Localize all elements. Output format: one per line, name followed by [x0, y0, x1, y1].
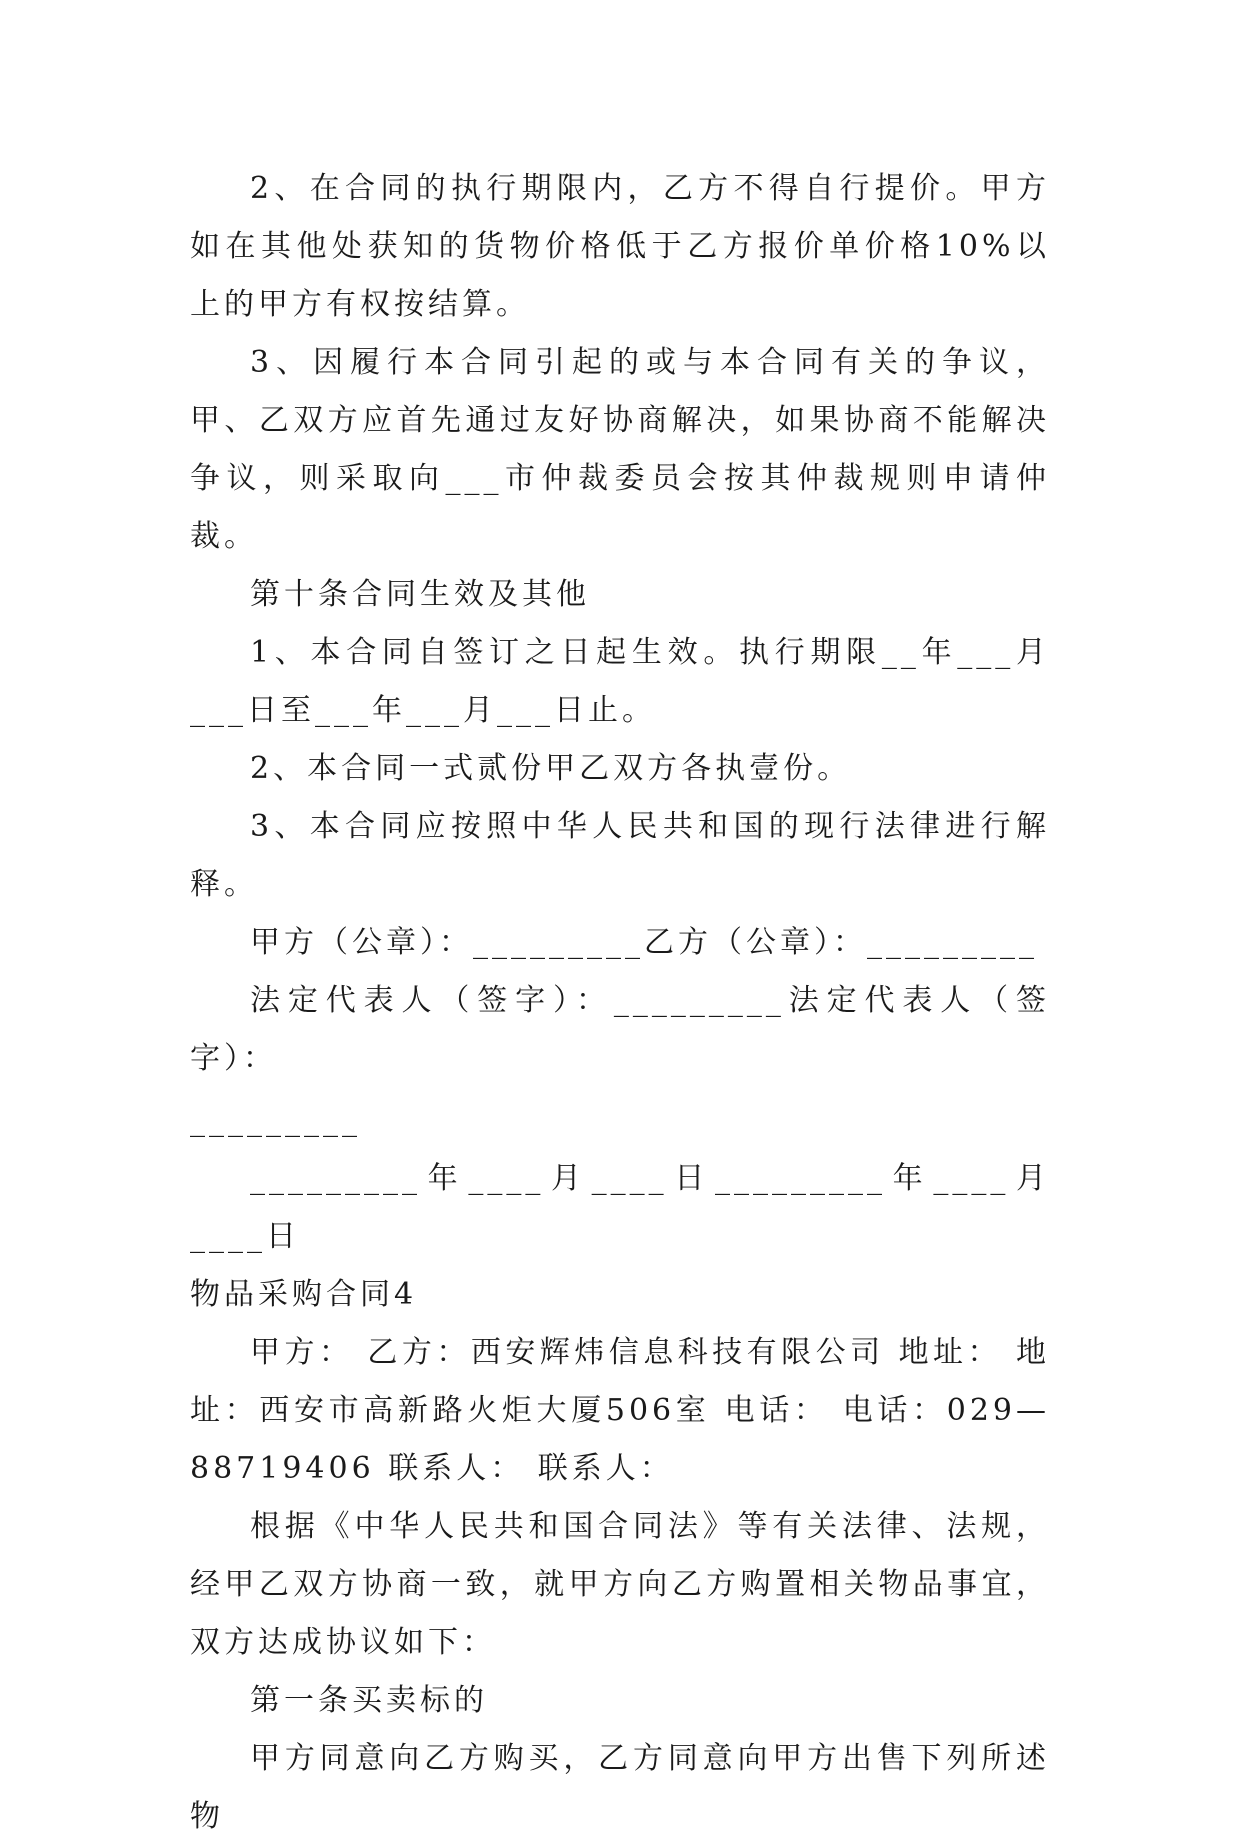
paragraph-dispute-clause: 3、因履行本合同引起的或与本合同有关的争议，甲、乙双方应首先通过友好协商解决，如果协商不能解决争议，则采取向___市仲裁委员会按其仲裁规则申请仲裁。 [190, 345, 1050, 554]
signature-representative-line: 法定代表人（签字）：_________法定代表人（签字）： [190, 983, 1050, 1076]
paragraph-purchase-agreement: 甲方同意向乙方购买，乙方同意向甲方出售下列所述物 [190, 1741, 1050, 1834]
signature-seal-line: 甲方（公章）：_________乙方（公章）：_________ [250, 925, 1038, 960]
parties-info: 甲方： 乙方：西安辉炜信息科技有限公司 地址： 地址：西安市高新路火炬大厦506室 电话： 电话：029—88719406 联系人： 联系人： [190, 1335, 1050, 1486]
contract-title: 物品采购合同4 [190, 1277, 418, 1312]
section-heading-article-1: 第一条买卖标的 [250, 1683, 488, 1718]
signature-blank-line: _________ [190, 1103, 361, 1138]
signature-date-line: _________年____月____日_________年____月____日 [190, 1161, 1050, 1254]
paragraph-effective-date: 1、本合同自签订之日起生效。执行期限__年___月___日至___年___月___日止。 [190, 635, 1050, 728]
document-body [190, 160, 1050, 1846]
paragraph-governing-law: 3、本合同应按照中华人民共和国的现行法律进行解释。 [190, 809, 1050, 902]
paragraph-copies: 2、本合同一式贰份甲乙双方各执壹份。 [250, 751, 852, 786]
section-heading-article-10: 第十条合同生效及其他 [250, 577, 590, 612]
paragraph-price-clause: 2、在合同的执行期限内，乙方不得自行提价。甲方如在其他处获知的货物价格低于乙方报价单价格10%以上的甲方有权按结算。 [190, 171, 1050, 322]
paragraph-preamble: 根据《中华人民共和国合同法》等有关法律、法规，经甲乙双方协商一致，就甲方向乙方购置相关物品事宜，双方达成协议如下： [190, 1509, 1050, 1660]
